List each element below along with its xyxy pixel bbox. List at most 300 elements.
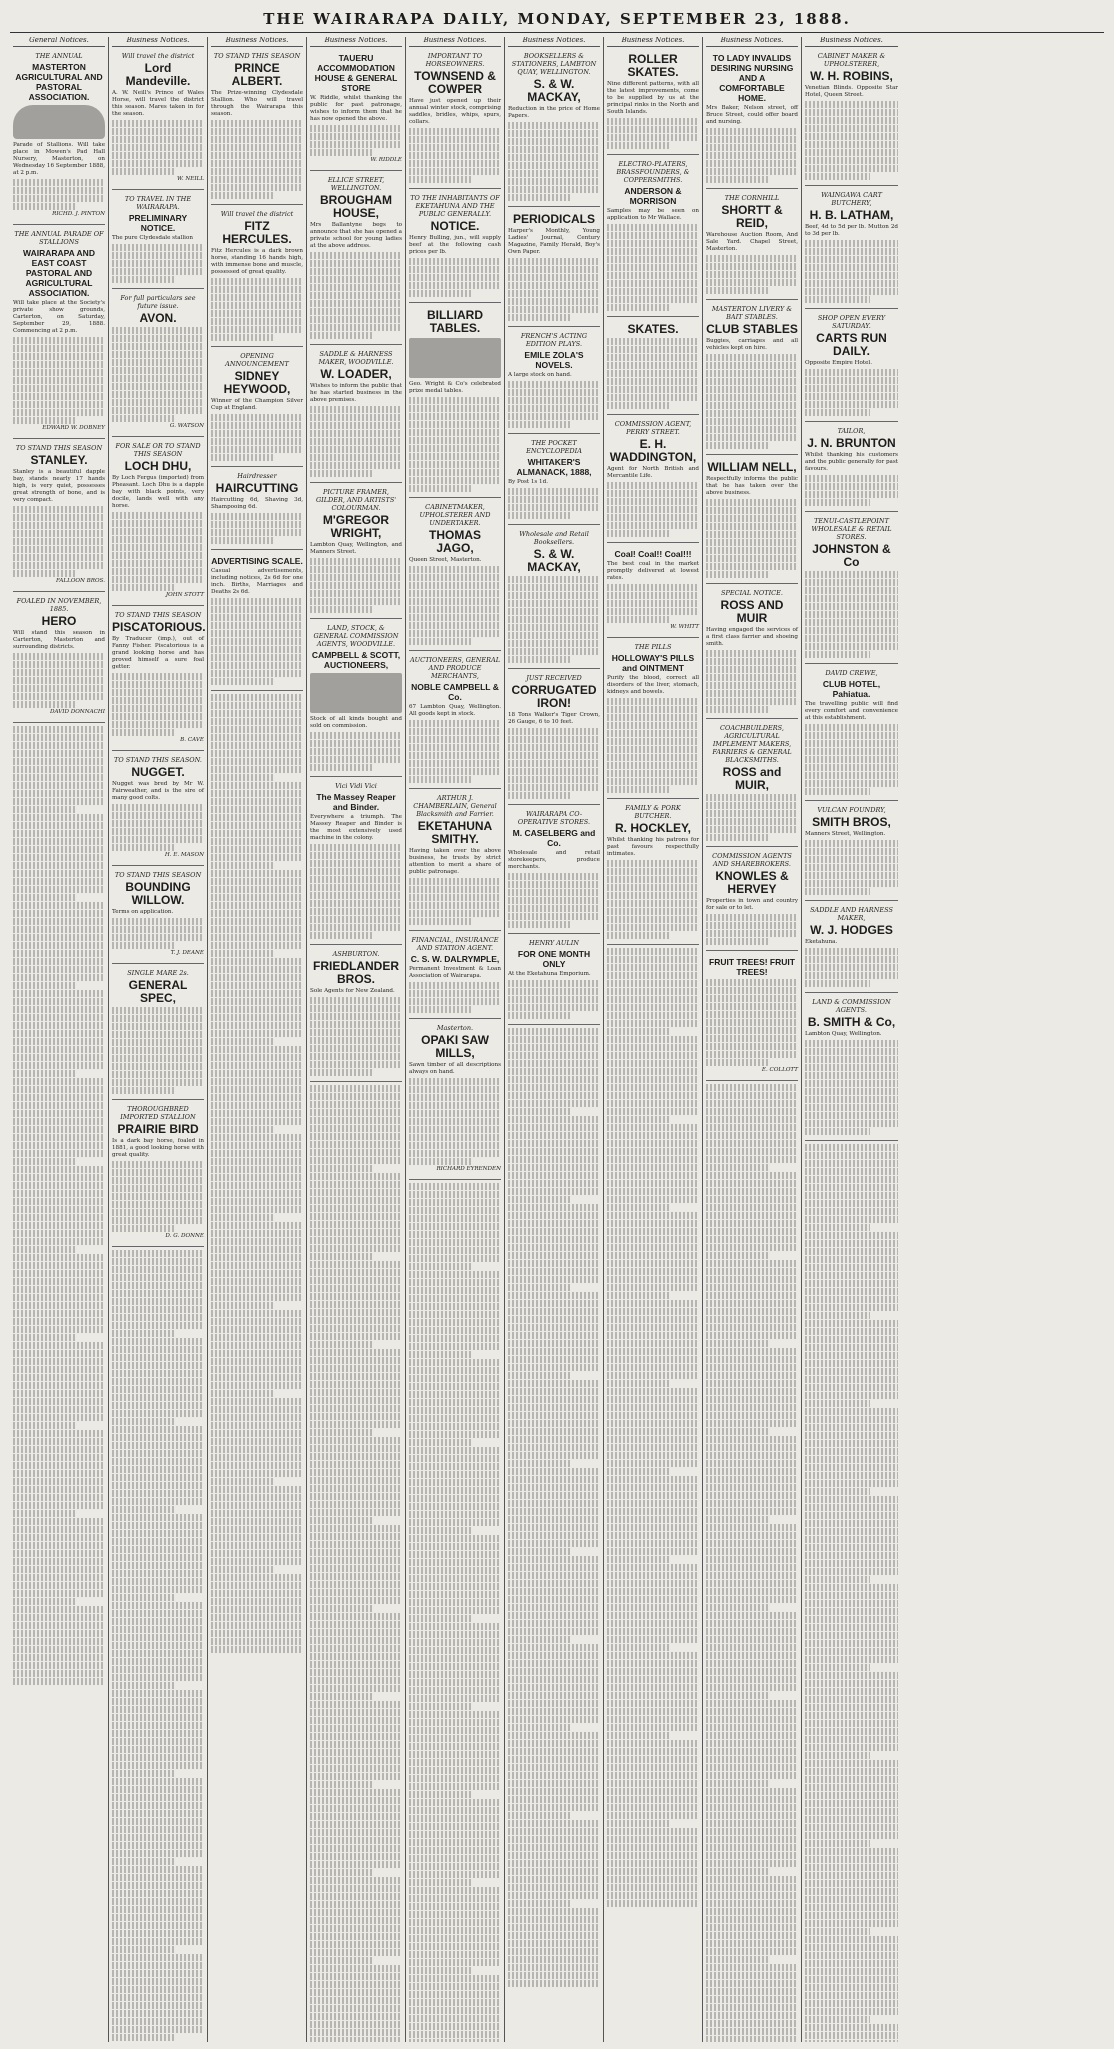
ad-subheading: DAVID CREWE, [825,669,878,677]
text-line [706,1524,798,1531]
text-line [112,1578,204,1585]
text-line [805,1560,898,1567]
text-line [13,1582,105,1589]
text-line [310,598,402,605]
text-line [310,1677,402,1684]
text-line [13,1470,105,1477]
text-line [310,1453,402,1460]
column-filler [607,948,699,1907]
ad-subheading: TO THE INHABITANTS OF EKETAHUNA AND THE PUBLIC GENERALLY. [410,194,500,218]
text-line [607,1284,699,1291]
text-line [508,1108,572,1115]
text-line [310,740,402,747]
text-line [211,822,303,829]
text-line [310,900,402,907]
text-line [211,1182,303,1189]
ad-body: Lambton Quay, Wellington. [805,1031,882,1037]
text-line [706,1980,798,1987]
text-line [706,362,798,369]
text-line [805,1664,870,1671]
text-line [13,814,105,821]
text-line [508,1468,600,1475]
text-line [409,1142,501,1149]
text-line [13,1502,105,1509]
ad-body: The travelling public will find every comfort and convenience at this establishment. [805,701,898,721]
text-line [607,1188,699,1195]
text-line [409,566,501,573]
advertisement [706,587,798,719]
text-line [805,101,898,108]
text-line [607,1172,699,1179]
text-line [112,697,204,704]
text-line [508,1948,600,1955]
text-line [310,1085,402,1092]
text-line [409,598,501,605]
text-line [310,1109,402,1116]
advertisement [211,208,303,347]
text-line [508,1756,600,1763]
text-line [607,1340,699,1347]
text-line [805,1128,870,1135]
ad-title: ROSS and MUIR, [722,765,782,792]
text-line [805,1072,898,1079]
text-line [112,1346,204,1353]
text-line [607,1684,699,1691]
text-line [409,1078,501,1085]
text-line [409,1895,501,1902]
ad-title: WAIRARAPA AND EAST COAST PASTORAL AND AGRICULTURAL ASSOCIATION. [23,248,95,298]
text-line [607,616,671,623]
text-line [13,1150,105,1157]
text-line [706,1092,798,1099]
ad-title: AVON. [139,311,177,325]
text-line [805,1424,898,1431]
text-line [508,122,600,129]
ad-body: Whilst thanking his patrons for past favours respectfully intimates. [607,837,699,857]
text-line [211,846,303,853]
text-line [706,938,770,945]
text-line [805,1904,898,1911]
text-line [607,134,699,141]
text-line [706,1828,798,1835]
text-line [607,1292,671,1299]
text-line [409,1527,473,1534]
text-line [607,1732,671,1739]
text-line [805,1040,898,1047]
text-line [409,160,501,167]
text-line [211,1230,303,1237]
text-line [508,1436,600,1443]
text-line [805,1712,898,1719]
text-line [805,1680,898,1687]
text-line [112,1031,204,1038]
text-line [13,1398,105,1405]
text-line [706,1652,798,1659]
text-line [805,1776,898,1783]
text-line [112,1626,204,1633]
text-line [13,1590,105,1597]
text-line [211,1166,303,1173]
text-line [211,974,303,981]
text-line [508,1788,600,1795]
text-line [508,314,572,321]
text-line [805,1344,898,1351]
text-line [805,2024,898,2031]
text-line [805,1336,898,1343]
text-line [607,786,671,793]
text-line [112,1161,204,1168]
text-line [112,1330,176,1337]
text-line [112,1530,204,1537]
text-line [706,1284,798,1291]
text-line [112,1023,204,1030]
text-line [508,656,572,663]
text-line [310,324,402,331]
text-line [805,1632,898,1639]
advertisement [211,350,303,467]
text-line [310,1717,402,1724]
text-line [13,369,105,376]
text-line [508,186,600,193]
text-line [805,2016,870,2023]
advertisement [13,50,105,225]
text-line [310,844,402,851]
text-line [310,446,402,453]
text-line [805,1704,898,1711]
text-line [607,1788,699,1795]
text-line [112,1266,204,1273]
ad-body: The Prize-winning Clydesdale Stallion. Who will travel through the Wairarapa this season. [211,90,303,117]
text-line [13,750,105,757]
text-line [112,568,204,575]
text-line [805,972,898,979]
column-header: Business Notices. [508,37,600,47]
column-header: Business Notices. [607,37,699,47]
text-line [112,673,204,680]
text-line [310,1573,402,1580]
text-line [607,1820,671,1827]
column-header: Business Notices. [211,37,303,47]
text-line [211,1158,303,1165]
advertisement [310,486,402,619]
text-line [409,744,501,751]
text-line [409,638,473,645]
text-line [310,1053,402,1060]
text-line [310,1197,402,1204]
text-line [409,1471,501,1478]
text-line [13,1358,105,1365]
column-5 [406,37,505,2042]
text-line [112,2018,204,2025]
text-line [310,470,374,477]
text-line [805,1968,898,1975]
ad-subheading: Vici Vidi Vici [335,782,377,790]
text-line [112,1546,204,1553]
ad-subheading: TO STAND THIS SEASON. [114,756,202,764]
text-line [211,998,303,1005]
text-line [13,1542,105,1549]
ad-body: Agent for North British and Mercantile Life. [607,466,699,479]
text-line [211,414,303,421]
ad-title: HERO [41,614,77,628]
text-line [805,888,870,895]
text-line [211,1270,303,1277]
text-line [706,1852,798,1859]
text-line [409,1591,501,1598]
text-line [805,272,898,279]
text-line [508,258,600,265]
text-line [409,1831,501,1838]
text-line [607,754,699,761]
text-line [13,530,105,537]
ad-subheading: LAND, STOCK, & GENERAL COMMISSION AGENTS, WOODVILLE. [313,624,399,648]
text-line [112,1450,204,1457]
text-line [13,345,105,352]
text-line [706,794,798,801]
advertisement [112,193,204,289]
text-line [805,1816,898,1823]
text-line [112,1994,204,2001]
text-line [310,1501,402,1508]
text-line [112,528,204,535]
text-line [13,1414,105,1421]
text-line [13,1222,105,1229]
text-line [211,638,303,645]
ad-subheading: VULCAN FOUNDRY, [817,806,886,814]
text-line [310,1933,402,1940]
text-line [409,1118,501,1125]
text-line [211,152,303,159]
text-line [805,1360,898,1367]
text-line [211,1614,303,1621]
text-line [13,562,105,569]
text-line [607,1468,671,1475]
text-line [310,141,402,148]
text-line [508,1092,600,1099]
text-line [13,886,105,893]
text-line [508,1220,600,1227]
text-line [112,1834,204,1841]
ad-signature: B. CAVE [180,737,204,743]
text-line [508,1284,572,1291]
text-line [508,1228,600,1235]
text-line [211,438,303,445]
text-line [310,1389,402,1396]
ad-body: Having engaged the services of a first class farrier and shoeing smith. [706,627,798,647]
text-line [508,1892,600,1899]
text-line [607,1812,699,1819]
text-line [211,278,303,285]
text-line [409,1359,501,1366]
text-line [310,1941,402,1948]
column-header: Business Notices. [310,37,402,47]
advertisement [409,654,501,789]
text-line [508,1596,600,1603]
column-header: General Notices. [13,37,105,47]
text-line [211,894,303,901]
text-line [112,1434,204,1441]
text-line [211,742,303,749]
text-line [508,1068,600,1075]
ad-body: 18 Tons Walker's Tiger Crown, 26 Gauge, 6 to 10 feet. [508,712,600,725]
text-line [706,979,798,986]
text-line [508,1812,572,1819]
text-line [508,1316,600,1323]
text-line [310,1917,402,1924]
text-line [310,1789,402,1796]
text-line [508,1188,600,1195]
text-line [805,1256,898,1263]
text-line [706,1164,770,1171]
text-line [409,485,473,492]
text-line [706,1035,798,1042]
text-line [508,1052,600,1059]
text-line [211,1222,303,1229]
text-line [607,1052,699,1059]
text-line [310,1581,402,1588]
text-line [112,1386,204,1393]
text-line [607,378,699,385]
text-line [805,724,898,731]
text-line [211,1302,275,1309]
column-7 [604,37,703,2042]
ad-title: CAMPBELL & SCOTT, AUCTIONEERS, [311,650,401,670]
advertisement [13,595,105,723]
text-line [310,1045,402,1052]
text-line [13,958,105,965]
text-line [508,1380,600,1387]
text-line [13,1118,105,1125]
ad-subheading: COMMISSION AGENTS AND SHAREBROKERS. [712,852,792,868]
text-line [211,1062,303,1069]
ad-title: CORRUGATED IRON! [511,683,597,710]
text-line [706,1916,798,1923]
text-line [310,1149,402,1156]
text-line [211,982,303,989]
text-line [607,770,699,777]
text-line [508,1428,600,1435]
text-line [13,1086,105,1093]
ad-subheading: THE CORNHILL [724,194,780,202]
text-line [211,694,303,701]
text-line [13,1646,105,1653]
text-line [13,1302,105,1309]
text-line [508,138,600,145]
text-line [706,1276,798,1283]
text-line [508,608,600,615]
text-line [211,1310,303,1317]
advertisement [805,189,898,309]
text-line [409,2031,501,2038]
text-line [607,722,699,729]
text-line [706,547,798,554]
ad-body: Nugget was bred by Mr W. Fairweather, and is the sire of many good colts. [112,781,204,801]
text-line [211,1422,303,1429]
text-line [706,515,798,522]
text-line [112,1474,204,1481]
text-line [112,1514,204,1521]
advertisement [805,515,898,664]
text-line [706,1772,798,1779]
text-line [607,1276,699,1283]
text-line [409,1150,501,1157]
ad-title: HOLLOWAY'S PILLS and OINTMENT [611,653,695,673]
text-line [607,1508,699,1515]
text-line [409,128,501,135]
column-header: Business Notices. [706,37,798,47]
text-line [112,1079,204,1086]
text-line [508,1340,600,1347]
text-line [409,1879,473,1886]
text-line [706,255,798,262]
text-line [310,2013,402,2020]
ad-body: The pure Clydesdale stallion [112,235,193,241]
text-line [706,523,798,530]
text-line [706,263,798,270]
text-line [706,1380,798,1387]
text-line [211,529,303,536]
text-line [310,268,402,275]
text-line [112,1690,204,1697]
text-line [508,1348,600,1355]
text-line [13,353,105,360]
text-line [508,1676,600,1683]
text-line [508,1404,600,1411]
text-line [508,496,600,503]
text-line [607,1828,699,1835]
ad-title: TAUERU ACCOMMODATION HOUSE & GENERAL STORE [314,53,398,93]
column-header: Business Notices. [409,37,501,47]
text-line [805,1944,898,1951]
text-line [409,1006,473,1013]
text-line [13,1566,105,1573]
text-line [13,950,105,957]
text-line [607,1548,699,1555]
ad-body: Nine different patterns, with all the latest improvements, come to be supplied by us at the principal rinks in the North and South Islands. [607,81,699,115]
text-line [211,144,303,151]
text-line [805,248,898,255]
text-line [112,828,204,835]
ad-subheading: FOR SALE OR TO STAND THIS SEASON [115,442,201,458]
text-line [607,600,699,607]
text-line [310,1301,402,1308]
text-line [607,1676,699,1683]
text-line [409,1199,501,1206]
text-line [508,1172,600,1179]
ad-body: Reduction in the price of Home Papers. [508,106,600,119]
text-line [310,1693,374,1700]
text-line [805,1272,898,1279]
text-line [409,878,501,885]
text-line [607,1620,699,1627]
text-line [211,718,303,725]
text-line [508,1964,600,1971]
text-line [805,1528,898,1535]
text-line [211,1118,303,1125]
text-line [706,1548,798,1555]
text-line [706,1180,798,1187]
text-line [409,152,501,159]
text-line [805,2040,898,2042]
ad-body: Will stand this season in Carterton, Masterton and surrounding districts. [13,630,105,650]
text-line [409,282,501,289]
text-line [112,721,204,728]
text-line [112,1922,204,1929]
text-line [409,752,501,759]
ad-title: WHITAKER'S ALMANACK, 1888, [516,457,592,477]
text-line [508,1260,600,1267]
text-line [211,1622,303,1629]
